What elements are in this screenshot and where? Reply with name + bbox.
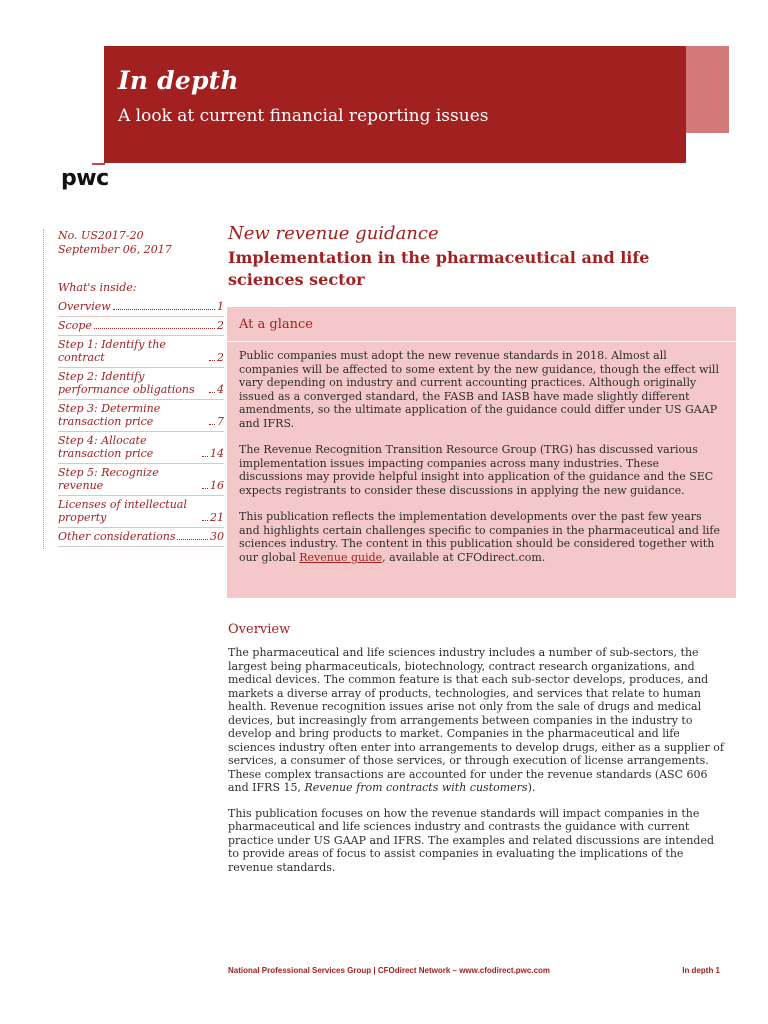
- toc-item[interactable]: [58, 336, 224, 368]
- footer-source: National Professional Services Group | CFOdirect Network – www.cfodirect.pwc.com: [228, 966, 551, 975]
- toc-item[interactable]: [58, 432, 224, 464]
- toc-item-page: 2: [217, 319, 224, 332]
- publication-subtitle: A look at current financial reporting issues: [118, 106, 489, 126]
- glance-paragraph: [239, 510, 723, 564]
- page-footer: [228, 966, 720, 975]
- toc-item[interactable]: [58, 464, 224, 496]
- glance-text: This publication reflects the implementation developments over the past few years and highlights certain challenges specific to companies in the pharmaceutical and life sciences industry. The content in this publication should be considered together with our global: [239, 510, 721, 564]
- toc-item-label: Step 5: Recognize revenue: [58, 466, 159, 492]
- toc-item-page: 16: [210, 479, 224, 492]
- pwc-logo: pwc: [61, 166, 109, 191]
- publication-title: In depth: [118, 66, 239, 95]
- publication-number: No. US2017-20: [58, 229, 144, 242]
- toc-item[interactable]: [58, 317, 224, 336]
- publication-date: September 06, 2017: [58, 243, 172, 256]
- overview-body: [228, 646, 728, 886]
- section-kicker: New revenue guidance: [228, 223, 439, 244]
- toc-leader-dots: [202, 488, 208, 489]
- glance-text: , available at CFOdirect.com.: [382, 550, 546, 564]
- toc-leader-dots: [94, 328, 215, 329]
- table-of-contents: [58, 298, 224, 547]
- header-banner: [104, 46, 686, 163]
- toc-item-label: Step 1: Identify the contract: [58, 338, 166, 364]
- overview-text: ).: [527, 781, 536, 794]
- overview-paragraph: [228, 646, 728, 795]
- toc-item-label: Step 3: Determine transaction price: [58, 402, 161, 428]
- toc-leader-dots: [202, 520, 208, 521]
- toc-item[interactable]: [58, 400, 224, 432]
- standard-title: Revenue from contracts with customers: [304, 781, 528, 794]
- toc-item[interactable]: [58, 298, 224, 317]
- toc-item-page: 7: [217, 415, 224, 428]
- toc-item-label: Licenses of intellectual property: [58, 498, 187, 524]
- toc-item[interactable]: [58, 368, 224, 400]
- glance-divider: [227, 341, 736, 342]
- toc-item-page: 2: [217, 351, 224, 364]
- toc-title: What's inside:: [58, 281, 137, 294]
- toc-item-page: 4: [217, 383, 224, 396]
- overview-text: The pharmaceutical and life sciences industry includes a number of sub-sectors, the largest being pharmaceuticals, biotechnology, contract research organizations, and medical devices. The common feature is that each sub-sector develops, produces, and markets a diverse array of products, technologies, and services that relate to human health. Revenue recognition issues arise not only from the sale of drugs and medical devices, but increasingly from arrangements between companies in the industry to develop and bring products to market. Companies in the pharmaceutical and life sciences industry often enter into arrangements to develop drugs, either as a supplier of services, a consumer of those services, or through execution of license arrangements. These complex transactions are accounted for under the revenue standards (ASC 606 and IFRS 15,: [228, 646, 724, 794]
- toc-item-page: 21: [210, 511, 224, 524]
- sidebar: [43, 229, 224, 549]
- at-a-glance-title: At a glance: [239, 317, 313, 332]
- toc-leader-dots: [209, 424, 215, 425]
- toc-item-page: 14: [210, 447, 224, 460]
- banner-accent-block: [686, 46, 729, 133]
- glance-paragraph: The Revenue Recognition Transition Resource Group (TRG) has discussed various implementation issues impacting companies across many industries. These discussions may provide helpful insight into application of the guidance and the SEC expects registrants to consider these discussions in applying the new guidance.: [239, 443, 714, 497]
- toc-item-label: Step 2: Identify performance obligations: [58, 370, 195, 396]
- toc-item-label: Other considerations: [58, 530, 176, 543]
- toc-leader-dots: [202, 456, 208, 457]
- revenue-guide-link[interactable]: Revenue guide: [299, 550, 383, 564]
- logo-accent-bar: [92, 163, 105, 165]
- toc-item-label: Step 4: Allocate transaction price: [58, 434, 154, 460]
- toc-leader-dots: [209, 392, 215, 393]
- toc-leader-dots: [113, 309, 215, 310]
- toc-item-label: Scope: [58, 319, 92, 332]
- toc-item-page: 30: [210, 530, 224, 543]
- article-title: Implementation in the pharmaceutical and life sciences sector: [228, 248, 650, 289]
- at-a-glance-box: [227, 307, 736, 598]
- toc-leader-dots: [177, 539, 208, 540]
- overview-paragraph: This publication focuses on how the revenue standards will impact companies in the pharmaceutical and life sciences industry and contrasts the guidance with current practice under US GAAP and IFRS. The examples and related discussions are intended to provide areas of focus to assist companies in evaluating the implications of the revenue standards.: [228, 806, 715, 874]
- toc-leader-dots: [209, 360, 215, 361]
- at-a-glance-body: [239, 349, 723, 577]
- toc-item[interactable]: [58, 496, 224, 528]
- glance-paragraph: Public companies must adopt the new revenue standards in 2018. Almost all companies will be affected to some extent by the new guidance, though the effect will vary depending on industry and current accounting practices. Although originally issued as a converged standard, the FASB and IASB have made slightly different amendments, so the ultimate application of the guidance could differ under US GAAP and IFRS.: [239, 349, 719, 430]
- overview-heading: Overview: [228, 622, 291, 637]
- footer-page: In depth 1: [682, 966, 720, 975]
- toc-item-label: Overview: [58, 300, 111, 313]
- toc-item[interactable]: [58, 528, 224, 547]
- toc-item-page: 1: [217, 300, 224, 313]
